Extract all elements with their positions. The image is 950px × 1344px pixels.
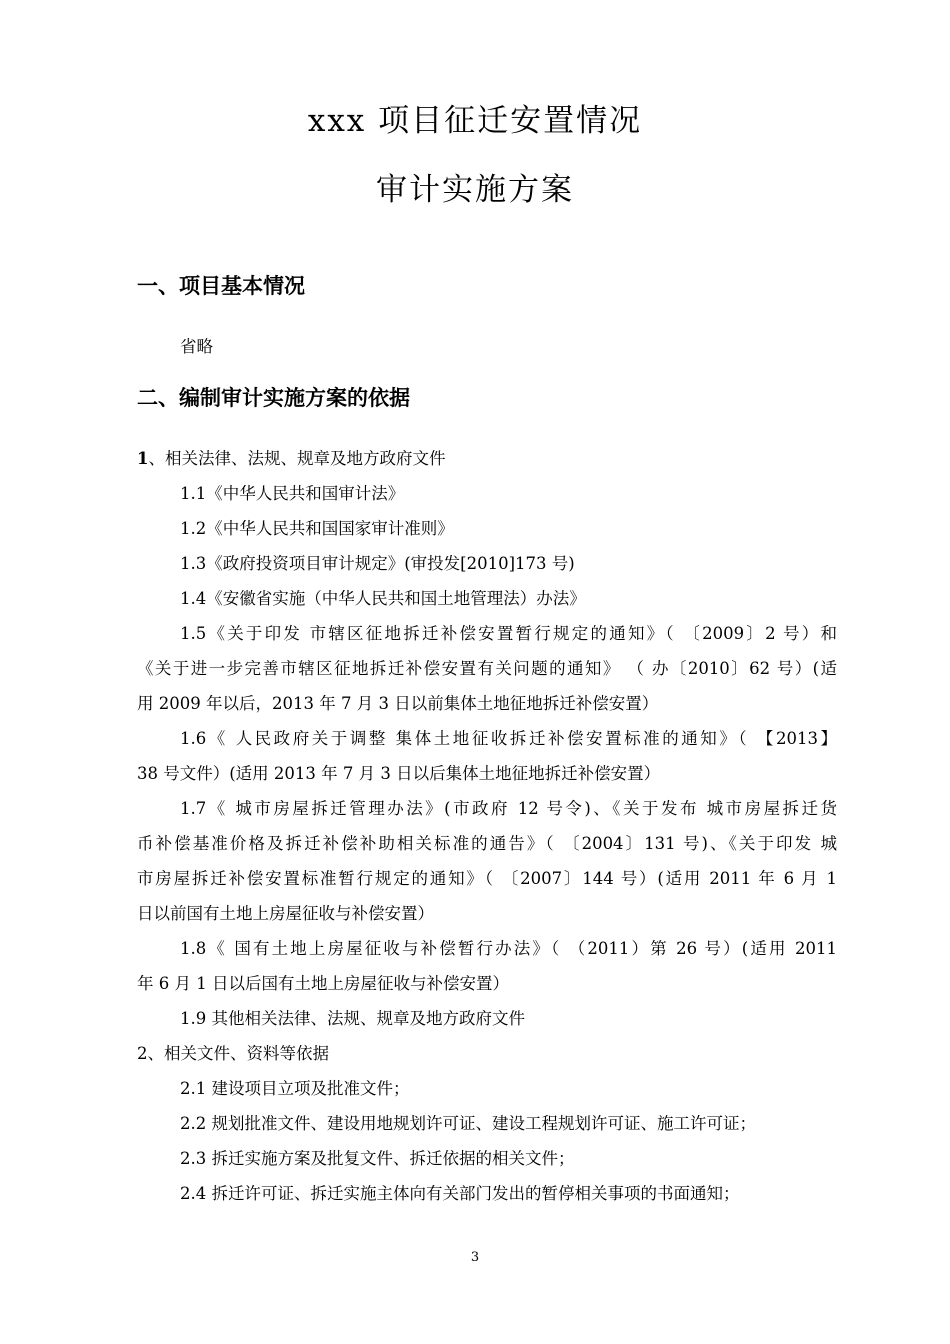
subitem-2-3: 2.3 拆迁实施方案及批复文件、拆迁依据的相关文件；: [180, 1149, 575, 1168]
subitem-1-2: 1.2《中华人民共和国国家审计准则》: [180, 519, 454, 538]
subitem-1-7-line2: 币补偿基准价格及拆迁补偿补助相关标准的通告》（ 〔2004〕131 号)、《关于印发 城: [137, 834, 837, 853]
subitem-2-4: 2.4 拆迁许可证、拆迁实施主体向有关部门发出的暂停相关事项的书面通知；: [180, 1184, 740, 1203]
subitem-2-1: 2.1 建设项目立项及批准文件；: [180, 1079, 410, 1098]
subitem-1-3: 1.3《政府投资项目审计规定》(审投发[2010]173 号): [180, 554, 575, 573]
subitem-1-6-line2: 38 号文件）(适用 2013 年 7 月 3 日以后集体土地征地拆迁补偿安置）: [137, 764, 661, 783]
item1-number: 1: [137, 449, 149, 468]
section1-body: 省略: [180, 337, 213, 356]
subitem-1-4: 1.4《安徽省实施（中华人民共和国土地管理法）办法》: [180, 589, 586, 608]
item1-heading: [137, 448, 837, 470]
subitem-1-6-line1: 1.6《 人民政府关于调整 集体土地征收拆迁补偿安置标准的通知》（ 【2013】: [180, 729, 837, 748]
subitem-1-5-line3: 用 2009 年以后，2013 年 7 月 3 日以前集体土地征地拆迁补偿安置）: [137, 694, 659, 713]
document-title-line2: 审计实施方案: [376, 172, 574, 208]
page-number: 3: [470, 1250, 480, 1265]
subitem-1-5-line2: 《关于进一步完善市辖区征地拆迁补偿安置有关问题的通知》 （ 办〔2010〕62 号）(适: [137, 659, 837, 678]
item1-text: 、相关法律、法规、规章及地方政府文件: [148, 449, 446, 468]
subitem-1-8-line1: 1.8《 国有土地上房屋征收与补偿暂行办法》（ （2011）第 26 号）(适用 2011: [180, 939, 837, 958]
subitem-1-7-line4: 日以前国有土地上房屋征收与补偿安置）: [137, 904, 434, 923]
section1-heading: 一、项目基本情况: [137, 274, 305, 298]
subitem-1-1: 1.1《中华人民共和国审计法》: [180, 484, 405, 503]
item2-heading: 2、相关文件、资料等依据: [137, 1044, 329, 1063]
subitem-1-5-line1: 1.5《关于印发 市辖区征地拆迁补偿安置暂行规定的通知》（ 〔2009〕2 号）和: [180, 624, 837, 643]
subitem-1-8-line2: 年 6 月 1 日以后国有土地上房屋征收与补偿安置）: [137, 974, 509, 993]
document-title-line1: xxx 项目征迁安置情况: [307, 103, 643, 139]
subitem-1-9: 1.9 其他相关法律、法规、规章及地方政府文件: [180, 1009, 525, 1028]
subitem-2-2: 2.2 规划批准文件、建设用地规划许可证、建设工程规划许可证、施工许可证；: [180, 1114, 756, 1133]
subitem-1-7-line3: 市房屋拆迁补偿安置标准暂行规定的通知》（ 〔2007〕144 号）(适用 2011 年 6 月 1: [137, 869, 837, 888]
subitem-1-7-line1: 1.7《 城市房屋拆迁管理办法》(市政府 12 号令)、《关于发布 城市房屋拆迁货: [180, 799, 837, 818]
section2-heading: 二、编制审计实施方案的依据: [137, 386, 410, 410]
